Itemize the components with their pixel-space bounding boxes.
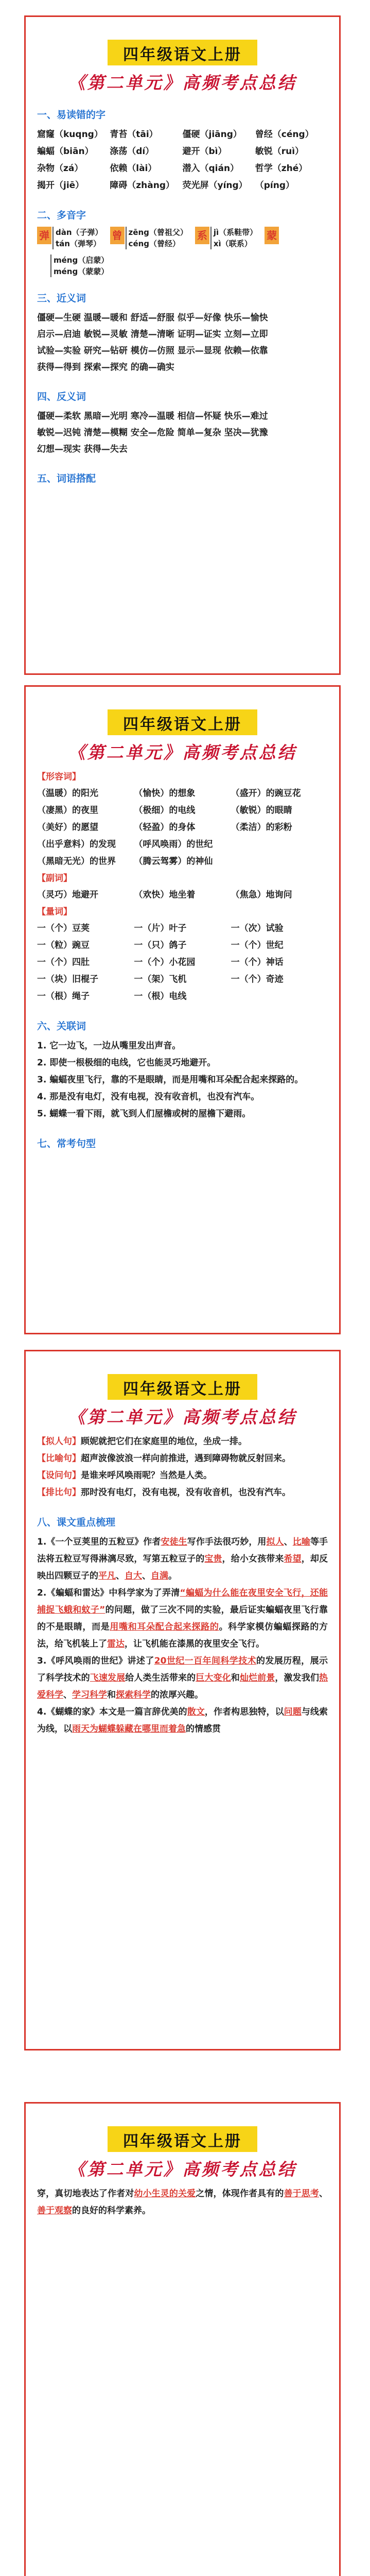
antonym-line: 敏锐—迟钝 清楚—模糊 安全—危险 简单—复杂 坚决—犹豫	[37, 428, 268, 438]
sentence-type-tag: 【比喻句】	[37, 1453, 81, 1464]
sentence-type-text: 那时没有电灯，没有电视，没有收音机，也没有汽车。	[81, 1487, 291, 1498]
pinyin-row	[37, 126, 328, 143]
highlight: 宝贵	[204, 1554, 222, 1564]
pinyin-row	[37, 177, 328, 194]
phrase: 一（片）叶子	[134, 923, 187, 934]
phrase: 一（个）小花园	[134, 957, 196, 968]
phrase: （极细）的电线	[134, 805, 196, 816]
pinyin-row	[37, 143, 328, 160]
section-heading: 七、常考句型	[37, 1138, 96, 1149]
polyphone-char: 蒙	[265, 227, 279, 244]
text: 与线索为线，以	[37, 1707, 328, 1734]
text: 的浓厚兴趣。	[151, 1690, 203, 1700]
phrase: （愉快）的想象	[134, 788, 196, 799]
synonym-line: 试验—实验 研究—钻研 模仿—仿照 显示—显现 依赖—依靠	[37, 346, 268, 356]
highlight: 自满	[151, 1571, 168, 1581]
text: 、	[142, 1571, 151, 1581]
phrase-row	[37, 887, 328, 904]
phrase: （敏锐）的眼睛	[231, 805, 292, 816]
text: ，作者构思独特，以	[204, 1707, 284, 1717]
text: 的问题，做了三次不同的实验，最后证实蝙蝠夜里飞行靠的不是眼睛，而是	[37, 1605, 328, 1632]
phrase: （焦急）地询问	[231, 890, 292, 900]
phrase: （凄黑）的夜里	[37, 805, 98, 816]
polyphone-table-2	[37, 255, 328, 277]
sentence-type-tag: 【设问句】	[37, 1470, 81, 1481]
highlight: 灿烂前景	[239, 1673, 275, 1683]
polyphone-reading: dàn（子弹）	[56, 228, 103, 237]
sentence-type-text: 顾妮就把它们在家庭里的地位，坐成一排。	[81, 1436, 247, 1447]
phrase-row	[37, 836, 328, 853]
pinyin-entry: 涤荡（dí）	[110, 146, 154, 157]
sentence-type-text: 是谁来呼风唤雨呢？当然是人类。	[81, 1470, 212, 1481]
polyphone-readings	[50, 255, 109, 277]
pinyin-row	[37, 160, 328, 177]
phrase: 一（根）绳子	[37, 991, 90, 1002]
highlight: 散文	[187, 1707, 205, 1717]
polyphone-readings	[126, 227, 188, 249]
phrase: 一（根）电线	[134, 991, 187, 1002]
lesson-point-4-continued	[37, 2185, 328, 2219]
highlight: 雨天为蝴蝶躲藏在哪里而着急	[72, 1724, 186, 1734]
phrase: （黑暗无光）的世界	[37, 856, 116, 867]
polyphone-reading: méng（启蒙）	[54, 256, 109, 265]
section-heading: 一、易读错的字	[37, 109, 106, 121]
phrase	[231, 853, 328, 870]
category-tag: 【量词】	[37, 907, 72, 917]
text: 。	[168, 1571, 177, 1581]
summary-card-1	[24, 15, 341, 675]
pinyin-entry: 避开（bì）	[182, 146, 227, 157]
phrase: （美好）的愿望	[37, 822, 98, 833]
antonym-line: 僵硬—柔软 黑暗—光明 寒冷—温暖 相信—怀疑 快乐—难过	[37, 411, 268, 421]
grade-title: 四年级语文上册	[108, 709, 257, 735]
phrase: 一（粒）豌豆	[37, 940, 90, 951]
pinyin-entry: 依赖（lài）	[110, 163, 157, 174]
text: 穿，真切地表达了作者对	[37, 2189, 134, 2199]
text: 、	[63, 1690, 72, 1700]
text: 4.《蝴蝶的家》本文是一篇言辞优美的	[37, 1707, 187, 1717]
text: 和	[231, 1673, 240, 1683]
phrase: （出乎意料）的发现	[37, 839, 116, 850]
highlight: “蝙蝠为什么能在夜里安全飞行，还能捕捉飞蛾和蚊子”	[37, 1588, 328, 1615]
highlight: 比喻	[292, 1537, 310, 1547]
text: ，让飞机能在漆黑的夜里安全飞行。	[125, 1639, 265, 1649]
section-heading: 二、多音字	[37, 210, 86, 221]
phrase	[231, 836, 328, 853]
lesson-point-2	[37, 1585, 328, 1653]
pinyin-entry: 蝙蝠（biān）	[37, 146, 94, 157]
text: 、	[284, 1537, 293, 1547]
phrase-row	[37, 819, 328, 836]
phrase: 一（次）试验	[231, 923, 284, 934]
phrase-row	[37, 988, 328, 1005]
text: ，给小女孩带来	[222, 1554, 284, 1564]
sentence-type-item	[37, 1467, 328, 1484]
text: 之情，体现作者具有的	[196, 2189, 284, 2199]
phrase: 一（架）飞机	[134, 974, 187, 985]
unit-title: 《第二单元》高频考点总结	[68, 2159, 297, 2179]
section-heading: 六、关联词	[37, 1021, 86, 1032]
highlight: 20世纪一百年间科学技术	[154, 1656, 257, 1666]
lesson-point-4	[37, 1704, 328, 1738]
summary-card-3	[24, 1350, 341, 2050]
text: 。科学家模仿蝙蝠探路的方法，给飞机装上了	[37, 1622, 328, 1649]
category-tag: 【形容词】	[37, 772, 81, 782]
conjunction-sentence: 3. 蝙蝠夜里飞行，靠的不是眼睛，而是用嘴和耳朵配合起来探路的。	[37, 1075, 304, 1085]
phrase	[231, 988, 328, 1005]
polyphone-reading: jì（系鞋带）	[213, 228, 258, 237]
phrase: 一（个）奇迹	[231, 974, 284, 985]
text: ，却反映出四颗豆子的	[37, 1554, 328, 1581]
text: 的发展历程，展示了科学技术的	[37, 1656, 328, 1683]
polyphone-table	[37, 227, 328, 249]
pinyin-entry: 青苔（tāi）	[110, 129, 158, 140]
phrase: 一（个）四肚	[37, 957, 90, 968]
highlight: 用嘴和耳朵配合起来探路的	[110, 1622, 219, 1632]
phrase-row	[37, 954, 328, 971]
phrase-row	[37, 802, 328, 819]
pinyin-entry: 障碍（zhàng）	[110, 180, 174, 191]
text: 1.《一个豆荚里的五粒豆》作者	[37, 1537, 161, 1547]
pinyin-entry: 僵硬（jiāng）	[182, 129, 242, 140]
phrase-row	[37, 785, 328, 802]
highlight: 自大	[125, 1571, 142, 1581]
text: 写作手法很巧妙，用	[187, 1537, 267, 1547]
section-heading: 八、课文重点梳理	[37, 1517, 116, 1528]
text: 的良好的科学素养。	[72, 2206, 151, 2216]
sentence-type-text: 超声波像波浪一样向前推进，遇到障碍物就反射回来。	[81, 1453, 291, 1464]
section-heading: 四、反义词	[37, 391, 86, 402]
sentence-type-item	[37, 1433, 328, 1450]
highlight: 安徒生	[161, 1537, 187, 1547]
conjunction-sentence: 2. 即使一根极细的电线，它也能灵巧地避开。	[37, 1058, 216, 1068]
pinyin-entry: 敏锐（ruì）	[255, 146, 304, 157]
phrase: 一（个）神话	[231, 957, 284, 968]
summary-card-4	[24, 2102, 341, 2576]
grade-title: 四年级语文上册	[108, 1374, 257, 1400]
grade-title: 四年级语文上册	[108, 2126, 257, 2152]
sentence-type-tag: 【拟人句】	[37, 1436, 81, 1447]
text: 和	[107, 1690, 116, 1700]
polyphone-reading: tán（弹琴）	[56, 239, 101, 248]
highlight: 希望	[284, 1554, 302, 1564]
pinyin-entry: 荧光屏（yíng）	[182, 180, 248, 191]
sentence-type-item	[37, 1484, 328, 1501]
text: 、	[319, 2189, 328, 2199]
lesson-point-1	[37, 1534, 328, 1585]
text: 3.《呼风唤雨的世纪》讲述了	[37, 1656, 154, 1666]
polyphone-reading: xì（联系）	[213, 239, 252, 248]
highlight: 飞速发展	[90, 1673, 126, 1683]
phrase: （轻盈）的身体	[134, 822, 196, 833]
conjunction-sentence: 4. 那是没有电灯，没有电视，没有收音机，也没有汽车。	[37, 1092, 260, 1102]
highlight: 雷达	[107, 1639, 125, 1649]
phrase-row	[37, 920, 328, 937]
highlight: 巨大变化	[196, 1673, 231, 1683]
polyphone-reading: céng（曾经）	[128, 239, 181, 248]
text: ，激发我们	[275, 1673, 319, 1683]
highlight: 善于观察	[37, 2206, 72, 2216]
section-heading: 五、词语搭配	[37, 473, 96, 484]
text: 给人类生活带来的	[125, 1673, 196, 1683]
highlight: 善于思考	[284, 2189, 319, 2199]
unit-title: 《第二单元》高频考点总结	[68, 742, 297, 762]
phrase: （腾云驾雾）的神仙	[134, 856, 213, 867]
antonym-line: 幻想—现实 获得—失去	[37, 444, 128, 454]
polyphone-reading: zēng（曾祖父）	[128, 228, 188, 237]
phrase: （呼风唤雨）的世纪	[134, 839, 213, 850]
phrase: 一（个）世纪	[231, 940, 284, 951]
highlight: 平凡	[98, 1571, 116, 1581]
highlight: 热爱科学	[37, 1673, 328, 1700]
text: 2.《蝙蝠和雷达》中科学家为了弄清	[37, 1588, 180, 1598]
phrase: （灵巧）地避开	[37, 890, 98, 900]
text: 、	[116, 1571, 125, 1581]
conjunction-sentence: 5. 蝴蝶一看下雨，就飞到人们屋檐或树的屋檐下避雨。	[37, 1109, 251, 1119]
highlight: 拟人	[266, 1537, 284, 1547]
pinyin-entry: 哲学（zhé）	[255, 163, 308, 174]
section-heading: 三、近义词	[37, 293, 86, 304]
polyphone-char: 系	[195, 227, 209, 244]
text: 的情感贯	[186, 1724, 221, 1734]
phrase: 一（块）旧棍子	[37, 974, 98, 985]
pinyin-entry: 窟窿（kuqng）	[37, 129, 103, 140]
pinyin-entry: （píng）	[255, 180, 295, 191]
polyphone-char: 弹	[37, 227, 51, 244]
pinyin-entry: 潜入（qián）	[182, 163, 239, 174]
unit-title: 《第二单元》高频考点总结	[68, 1407, 297, 1427]
phrase: （温暖）的阳光	[37, 788, 98, 799]
synonym-line: 获得—得到 探索—探究 的确—确实	[37, 362, 174, 372]
category-tag: 【副词】	[37, 873, 72, 884]
phrase-row	[37, 937, 328, 954]
polyphone-readings	[52, 227, 103, 249]
summary-card-2	[24, 685, 341, 1334]
highlight: 问题	[284, 1707, 302, 1717]
phrase: 一（个）豆荚	[37, 923, 90, 934]
synonym-line: 僵硬—生硬 温暖—暖和 舒适—舒服 似乎—好像 快乐—愉快	[37, 313, 268, 323]
phrase: （欢快）地坐着	[134, 890, 196, 900]
pinyin-entry: 揭开（jiē）	[37, 180, 84, 191]
highlight: 幼小生灵的关爱	[134, 2189, 196, 2199]
polyphone-reading: méng（蒙蒙）	[54, 267, 109, 276]
highlight: 探索科学	[116, 1690, 151, 1700]
pinyin-entry: 杂物（zá）	[37, 163, 83, 174]
phrase-row	[37, 971, 328, 988]
phrase: （柔洁）的彩粉	[231, 822, 292, 833]
sentence-type-tag: 【排比句】	[37, 1487, 81, 1498]
phrase: （盛开）的豌豆花	[231, 788, 301, 799]
sentence-type-item	[37, 1450, 328, 1467]
highlight: 学习科学	[72, 1690, 107, 1700]
polyphone-readings	[210, 227, 257, 249]
synonym-line: 启示—启迪 敏锐—灵敏 清楚—清晰 证明—证实 立刻—立即	[37, 329, 268, 340]
lesson-point-3	[37, 1653, 328, 1704]
polyphone-char: 曾	[110, 227, 125, 244]
pinyin-entry: 曾经（céng）	[255, 129, 314, 140]
text: 等手法将五粒豆写得淋漓尽致，写第五粒豆子的	[37, 1537, 328, 1564]
grade-title: 四年级语文上册	[108, 40, 257, 65]
unit-title: 《第二单元》高频考点总结	[68, 73, 297, 93]
conjunction-sentence: 1. 它一边飞，一边从嘴里发出声音。	[37, 1041, 181, 1051]
phrase-row	[37, 853, 328, 870]
phrase: 一（只）鸽子	[134, 940, 187, 951]
